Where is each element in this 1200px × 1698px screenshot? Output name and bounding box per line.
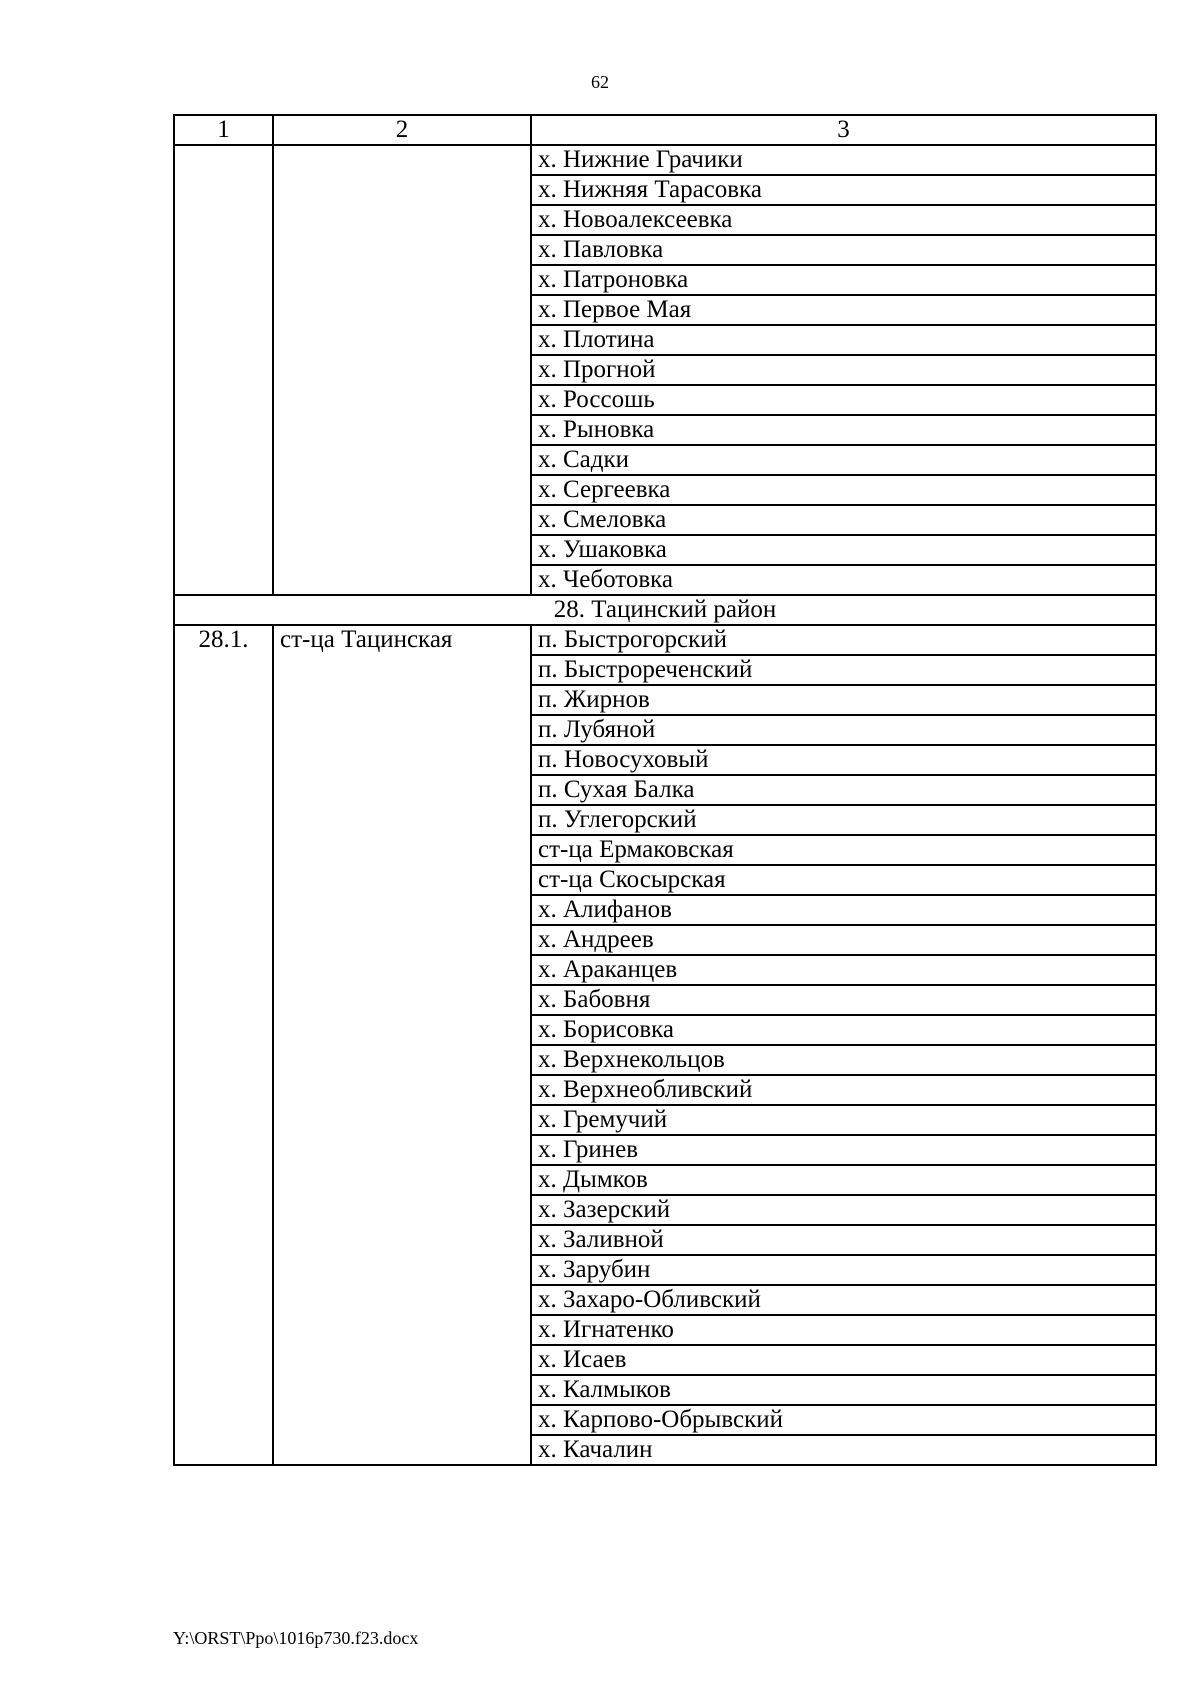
header-col-1: 1 [174,115,273,145]
file-path-footer: Y:\ORST\Ppo\1016p730.f23.docx [173,1628,419,1648]
settlement-item-cell: х. Карпово-Обрывский [531,1405,1156,1435]
settlement-item-cell: п. Лубяной [531,715,1156,745]
settlement-item-cell: х. Зазерский [531,1195,1156,1225]
settlement-item-cell: ст-ца Скосырская [531,865,1156,895]
row-number-cell [174,145,273,595]
settlement-item-cell: х. Первое Мая [531,295,1156,325]
settlement-item-cell: х. Ушаковка [531,535,1156,565]
settlement-center-cell [273,145,531,595]
settlement-item-cell: х. Верхнекольцов [531,1045,1156,1075]
settlement-item-cell: х. Чеботовка [531,565,1156,595]
settlements-table [173,114,1157,1466]
settlement-item-cell: х. Гринев [531,1135,1156,1165]
settlement-item-cell: х. Алифанов [531,895,1156,925]
settlement-item-cell: х. Верхнеобливский [531,1075,1156,1105]
settlement-item-cell: х. Нижняя Тарасовка [531,175,1156,205]
settlement-item-cell: х. Садки [531,445,1156,475]
settlement-item-cell: х. Заливной [531,1225,1156,1255]
header-col-2: 2 [273,115,531,145]
table-header-row [174,115,1156,145]
settlement-item-cell: п. Жирнов [531,685,1156,715]
settlement-item-cell: х. Андреев [531,925,1156,955]
settlement-item-cell: х. Захаро-Обливский [531,1285,1156,1315]
settlement-item-cell: х. Россошь [531,385,1156,415]
settlement-item-cell: х. Зарубин [531,1255,1156,1285]
header-col-3: 3 [531,115,1156,145]
settlement-item-cell: ст-ца Ермаковская [531,835,1156,865]
settlement-item-cell: х. Араканцев [531,955,1156,985]
settlement-item-cell: х. Патроновка [531,265,1156,295]
settlement-item-cell: х. Игнатенко [531,1315,1156,1345]
settlement-item-cell: х. Сергеевка [531,475,1156,505]
settlement-item-cell: х. Исаев [531,1345,1156,1375]
settlement-item-cell: п. Быстрогорский [531,625,1156,655]
settlement-center-cell: ст-ца Тацинская [273,625,531,1465]
settlement-item-cell: х. Дымков [531,1165,1156,1195]
settlement-item-cell: х. Нижние Грачики [531,145,1156,175]
table-row [174,625,1156,655]
settlement-item-cell: х. Прогной [531,355,1156,385]
row-number-cell: 28.1. [174,625,273,1465]
settlement-item-cell: х. Рыновка [531,415,1156,445]
settlement-item-cell: х. Плотина [531,325,1156,355]
settlement-item-cell: х. Борисовка [531,1015,1156,1045]
section-title: 28. Тацинский район [174,595,1156,625]
section-title-row [174,595,1156,625]
table-row [174,145,1156,175]
settlement-item-cell: х. Новоалексеевка [531,205,1156,235]
settlement-item-cell: х. Калмыков [531,1375,1156,1405]
settlement-item-cell: п. Быстрореченский [531,655,1156,685]
settlement-item-cell: х. Качалин [531,1435,1156,1465]
settlement-item-cell: п. Сухая Балка [531,775,1156,805]
settlement-item-cell: х. Павловка [531,235,1156,265]
settlement-item-cell: х. Смеловка [531,505,1156,535]
settlement-item-cell: п. Углегорский [531,805,1156,835]
settlement-item-cell: х. Гремучий [531,1105,1156,1135]
settlement-item-cell: х. Бабовня [531,985,1156,1015]
settlement-item-cell: п. Новосуховый [531,745,1156,775]
page-number: 62 [591,72,609,92]
